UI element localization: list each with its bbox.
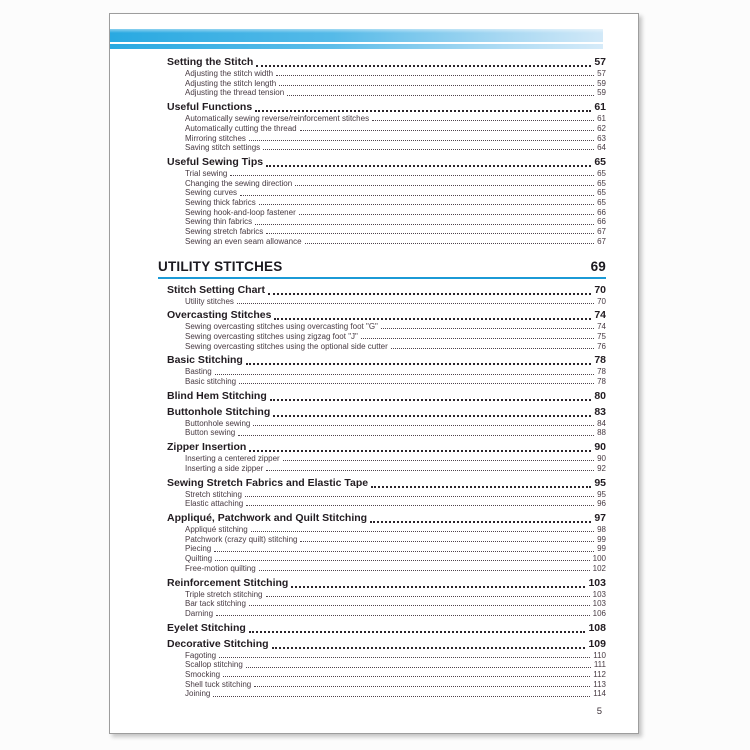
dotted-leader — [254, 686, 590, 687]
manual-page — [109, 13, 639, 734]
toc-subentry-label: Free-motion quilting — [185, 563, 256, 573]
dotted-leader — [299, 214, 594, 215]
dotted-leader — [266, 233, 594, 234]
dotted-leader — [256, 65, 591, 67]
toc-section-label: Decorative Stitching — [167, 637, 269, 650]
toc-subentry-label: Sewing thin fabrics — [185, 217, 253, 227]
toc-subentry-row — [158, 564, 606, 574]
toc-section-page-number: 83 — [594, 405, 606, 418]
toc-section-label: Setting the Stitch — [167, 56, 254, 68]
toc-subentry-page-number: 67 — [597, 227, 606, 237]
toc-section-row — [158, 284, 606, 297]
toc-section-page-number: 95 — [594, 476, 606, 489]
toc-section-label: Eyelet Stitching — [167, 621, 246, 634]
toc-subentry-label: Patchwork (crazy quilt) stitching — [185, 534, 298, 544]
toc-subentry-label: Quilting — [185, 554, 213, 564]
toc-subentry-label: Buttonhole sewing — [185, 418, 251, 428]
dotted-leader — [255, 224, 594, 225]
table-of-contents — [158, 53, 606, 699]
dotted-leader — [279, 85, 594, 86]
dotted-leader — [259, 204, 594, 205]
toc-section-label: Appliqué, Patchwork and Quilt Stitching — [167, 511, 368, 524]
toc-subentry-page-number: 113 — [593, 679, 606, 689]
dotted-leader — [283, 460, 594, 461]
toc-subentry-label: Changing the sewing direction — [185, 178, 293, 188]
dotted-leader — [215, 374, 594, 375]
toc-subentry-row — [158, 237, 606, 247]
header-bar-graphic — [110, 29, 603, 49]
toc-subentry-row — [158, 419, 606, 429]
dotted-leader — [276, 75, 594, 76]
dotted-leader — [391, 348, 594, 349]
toc-subentry-row — [158, 217, 606, 227]
toc-subentry-row — [158, 134, 606, 144]
toc-section-page-number: 57 — [594, 56, 606, 68]
dotted-leader — [249, 631, 586, 633]
dotted-leader — [239, 383, 594, 384]
toc-section-page-number: 70 — [594, 283, 606, 296]
toc-subentry-page-number: 66 — [597, 217, 606, 227]
toc-subentry-label: Piecing — [185, 544, 212, 554]
dotted-leader — [214, 551, 594, 552]
page-number: 5 — [596, 706, 602, 717]
toc-subentry-label: Sewing overcasting stitches using the optional side cutter — [185, 341, 388, 351]
dotted-leader — [246, 667, 591, 668]
toc-subentry-label: Sewing stretch fabrics — [185, 227, 264, 237]
toc-subentry-page-number: 67 — [597, 236, 606, 246]
toc-subentry-label: Sewing overcasting stitches using zigzag foot "J" — [185, 331, 358, 341]
toc-subentry-label: Basting — [185, 367, 212, 377]
dotted-leader — [272, 647, 586, 649]
toc-subentry-label: Sewing an even seam allowance — [185, 236, 302, 246]
toc-subentry-label: Mirroring stitches — [185, 133, 246, 143]
toc-section-page-number: 108 — [588, 621, 606, 634]
toc-subentry-row — [158, 599, 606, 609]
toc-subentry-row — [158, 670, 606, 680]
toc-subentry-page-number: 84 — [597, 418, 606, 428]
toc-subentry-row — [158, 490, 606, 500]
toc-section-row — [158, 441, 606, 454]
header-bar-stripe-thin — [110, 44, 603, 49]
toc-section-page-number: 78 — [594, 354, 606, 367]
toc-subentry-label: Automatically sewing reverse/reinforcement stitches — [185, 114, 370, 124]
toc-subentry-page-number: 65 — [597, 168, 606, 178]
toc-subentry-label: Appliqué stitching — [185, 524, 248, 534]
toc-section-label: Buttonhole Stitching — [167, 405, 271, 418]
toc-subentry-label: Automatically cutting the thread — [185, 123, 297, 133]
chapter-page-number: 69 — [590, 258, 606, 274]
toc-subentry-row — [158, 179, 606, 189]
dotted-leader — [219, 657, 590, 658]
toc-subentry-row — [158, 525, 606, 535]
toc-subentry-page-number: 96 — [597, 499, 606, 509]
dotted-leader — [259, 570, 590, 571]
toc-subentry-page-number: 103 — [592, 599, 606, 609]
toc-subentry-page-number: 66 — [597, 207, 606, 217]
toc-section-row — [158, 512, 606, 525]
dotted-leader — [266, 165, 591, 167]
toc-section-page-number: 90 — [594, 441, 606, 454]
dotted-leader — [300, 130, 594, 131]
toc-section-row — [158, 309, 606, 322]
toc-subentry-label: Sewing curves — [185, 188, 238, 198]
toc-subentry-page-number: 88 — [597, 428, 606, 438]
toc-section-row — [158, 406, 606, 419]
toc-subentry-page-number: 62 — [597, 123, 606, 133]
toc-subentry-row — [158, 367, 606, 377]
dotted-leader — [249, 605, 590, 606]
toc-section-row — [158, 156, 606, 169]
toc-section-label: Reinforcement Stitching — [167, 576, 289, 589]
toc-subentry-label: Adjusting the stitch width — [185, 69, 274, 78]
toc-subentry-page-number: 70 — [597, 296, 606, 306]
toc-subentry-label: Bar tack stitching — [185, 599, 246, 609]
toc-section-row — [158, 101, 606, 114]
toc-subentry-page-number: 65 — [597, 198, 606, 208]
toc-subentry-row — [158, 590, 606, 600]
toc-front-sections — [158, 56, 606, 247]
toc-section-page-number: 74 — [594, 309, 606, 322]
dotted-leader — [266, 470, 594, 471]
dotted-leader — [246, 363, 591, 365]
dotted-leader — [238, 435, 594, 436]
toc-subentry-page-number: 74 — [597, 322, 606, 332]
dotted-leader — [223, 676, 590, 677]
toc-subentry-row — [158, 198, 606, 208]
toc-chapter-sections — [158, 284, 606, 700]
dotted-leader — [372, 120, 594, 121]
toc-subentry-row — [158, 208, 606, 218]
toc-subentry-page-number: 99 — [597, 534, 606, 544]
toc-subentry-page-number: 59 — [597, 78, 606, 88]
toc-subentry-row — [158, 88, 606, 98]
dotted-leader — [305, 243, 595, 244]
toc-subentry-page-number: 114 — [593, 689, 606, 699]
toc-section-row — [158, 354, 606, 367]
toc-section-label: Useful Sewing Tips — [167, 155, 264, 168]
toc-subentry-row — [158, 69, 606, 79]
toc-subentry-page-number: 100 — [592, 554, 606, 564]
toc-subentry-page-number: 64 — [597, 143, 606, 153]
toc-subentry-row — [158, 297, 606, 307]
dotted-leader — [213, 696, 590, 697]
toc-subentry-label: Saving stitch settings — [185, 143, 261, 153]
toc-subentry-row — [158, 554, 606, 564]
toc-subentry-page-number: 106 — [592, 608, 606, 618]
toc-subentry-page-number: 103 — [592, 589, 606, 599]
dotted-leader — [249, 140, 594, 141]
toc-section-page-number: 61 — [594, 101, 606, 114]
toc-subentry-row — [158, 660, 606, 670]
toc-subentry-page-number: 78 — [597, 377, 606, 387]
dotted-leader — [268, 293, 591, 295]
toc-section-page-number: 103 — [588, 576, 606, 589]
dotted-leader — [251, 531, 594, 532]
toc-subentry-label: Adjusting the thread tension — [185, 88, 285, 98]
header-bar-stripe-thick — [110, 29, 603, 42]
toc-subentry-label: Sewing overcasting stitches using overcasting foot "G" — [185, 322, 378, 332]
dotted-leader — [263, 149, 594, 150]
toc-section-page-number: 97 — [594, 511, 606, 524]
toc-subentry-label: Scallop stitching — [185, 660, 243, 670]
toc-section-page-number: 65 — [594, 155, 606, 168]
toc-subentry-page-number: 112 — [593, 670, 606, 680]
toc-subentry-page-number: 59 — [597, 88, 606, 98]
toc-subentry-row — [158, 454, 606, 464]
toc-subentry-label: Shell tuck stitching — [185, 679, 252, 689]
dotted-leader — [270, 399, 592, 401]
toc-subentry-row — [158, 689, 606, 699]
toc-subentry-page-number: 65 — [597, 188, 606, 198]
toc-subentry-row — [158, 609, 606, 619]
dotted-leader — [245, 496, 594, 497]
dotted-leader — [255, 110, 591, 112]
toc-section-row — [158, 390, 606, 403]
dotted-leader — [216, 615, 590, 616]
dotted-leader — [295, 185, 594, 186]
toc-subentry-label: Inserting a centered zipper — [185, 454, 280, 464]
toc-subentry-page-number: 76 — [597, 341, 606, 351]
toc-subentry-label: Fagoting — [185, 650, 217, 660]
dotted-leader — [274, 318, 591, 320]
dotted-leader — [291, 586, 585, 588]
toc-section-label: Useful Functions — [167, 101, 253, 114]
toc-subentry-page-number: 92 — [597, 463, 606, 473]
dotted-leader — [370, 521, 591, 523]
toc-section-page-number: 80 — [594, 389, 606, 402]
toc-subentry-row — [158, 680, 606, 690]
toc-subentry-label: Sewing thick fabrics — [185, 198, 256, 208]
chapter-heading-row — [158, 258, 606, 279]
toc-subentry-page-number: 99 — [597, 544, 606, 554]
toc-subentry-label: Triple stretch stitching — [185, 589, 263, 599]
toc-section-label: Sewing Stretch Fabrics and Elastic Tape — [167, 476, 369, 489]
toc-subentry-row — [158, 342, 606, 352]
dotted-leader — [246, 505, 594, 506]
toc-subentry-label: Sewing hook-and-loop fastener — [185, 207, 296, 217]
toc-subentry-row — [158, 188, 606, 198]
dotted-leader — [237, 303, 594, 304]
toc-subentry-row — [158, 124, 606, 134]
toc-section-page-number: 109 — [588, 637, 606, 650]
toc-subentry-label: Stretch stitching — [185, 489, 242, 499]
toc-section-row — [158, 477, 606, 490]
dotted-leader — [249, 450, 591, 452]
toc-subentry-row — [158, 464, 606, 474]
toc-subentry-row — [158, 169, 606, 179]
toc-subentry-row — [158, 227, 606, 237]
toc-subentry-label: Elastic attaching — [185, 499, 244, 509]
chapter-heading-block — [158, 258, 606, 279]
toc-subentry-page-number: 63 — [597, 133, 606, 143]
toc-subentry-row — [158, 322, 606, 332]
toc-section-row — [158, 56, 606, 69]
toc-subentry-row — [158, 143, 606, 153]
dotted-leader — [266, 596, 590, 597]
toc-subentry-row — [158, 428, 606, 438]
toc-subentry-label: Trial sewing — [185, 168, 228, 178]
toc-subentry-page-number: 75 — [597, 331, 606, 341]
toc-section-label: Stitch Setting Chart — [167, 283, 266, 296]
toc-subentry-page-number: 111 — [593, 660, 606, 670]
toc-subentry-page-number: 78 — [597, 367, 606, 377]
toc-subentry-row — [158, 499, 606, 509]
toc-subentry-page-number: 57 — [597, 69, 606, 78]
toc-subentry-page-number: 98 — [597, 524, 606, 534]
chapter-title: UTILITY STITCHES — [158, 258, 283, 274]
toc-subentry-row — [158, 651, 606, 661]
toc-subentry-label: Adjusting the stitch length — [185, 78, 277, 88]
toc-subentry-label: Button sewing — [185, 428, 236, 438]
toc-subentry-page-number: 65 — [597, 178, 606, 188]
toc-section-row — [158, 638, 606, 651]
toc-section-label: Blind Hem Stitching — [167, 389, 267, 402]
dotted-leader — [240, 195, 594, 196]
toc-subentry-row — [158, 114, 606, 124]
toc-subentry-label: Utility stitches — [185, 296, 234, 306]
toc-subentry-row — [158, 377, 606, 387]
toc-section-row — [158, 577, 606, 590]
dotted-leader — [371, 486, 591, 488]
dotted-leader — [287, 95, 594, 96]
toc-section-label: Zipper Insertion — [167, 441, 247, 454]
toc-section-label: Basic Stitching — [167, 354, 243, 367]
toc-subentry-row — [158, 332, 606, 342]
toc-section-label: Overcasting Stitches — [167, 309, 272, 322]
toc-subentry-label: Basic stitching — [185, 377, 237, 387]
toc-subentry-label: Inserting a side zipper — [185, 463, 264, 473]
toc-subentry-page-number: 95 — [597, 489, 606, 499]
toc-subentry-row — [158, 544, 606, 554]
dotted-leader — [300, 541, 594, 542]
dotted-leader — [381, 328, 594, 329]
toc-subentry-label: Joining — [185, 689, 211, 699]
toc-subentry-page-number: 90 — [597, 454, 606, 464]
toc-subentry-page-number: 102 — [592, 563, 606, 573]
dotted-leader — [253, 425, 594, 426]
toc-subentry-label: Smocking — [185, 670, 221, 680]
toc-section-row — [158, 622, 606, 635]
dotted-leader — [273, 415, 591, 417]
toc-subentry-page-number: 61 — [597, 114, 606, 124]
toc-subentry-row — [158, 535, 606, 545]
toc-subentry-label: Darning — [185, 608, 214, 618]
dotted-leader — [230, 175, 594, 176]
dotted-leader — [361, 338, 594, 339]
dotted-leader — [215, 560, 590, 561]
toc-subentry-row — [158, 79, 606, 89]
toc-subentry-page-number: 110 — [593, 650, 606, 660]
